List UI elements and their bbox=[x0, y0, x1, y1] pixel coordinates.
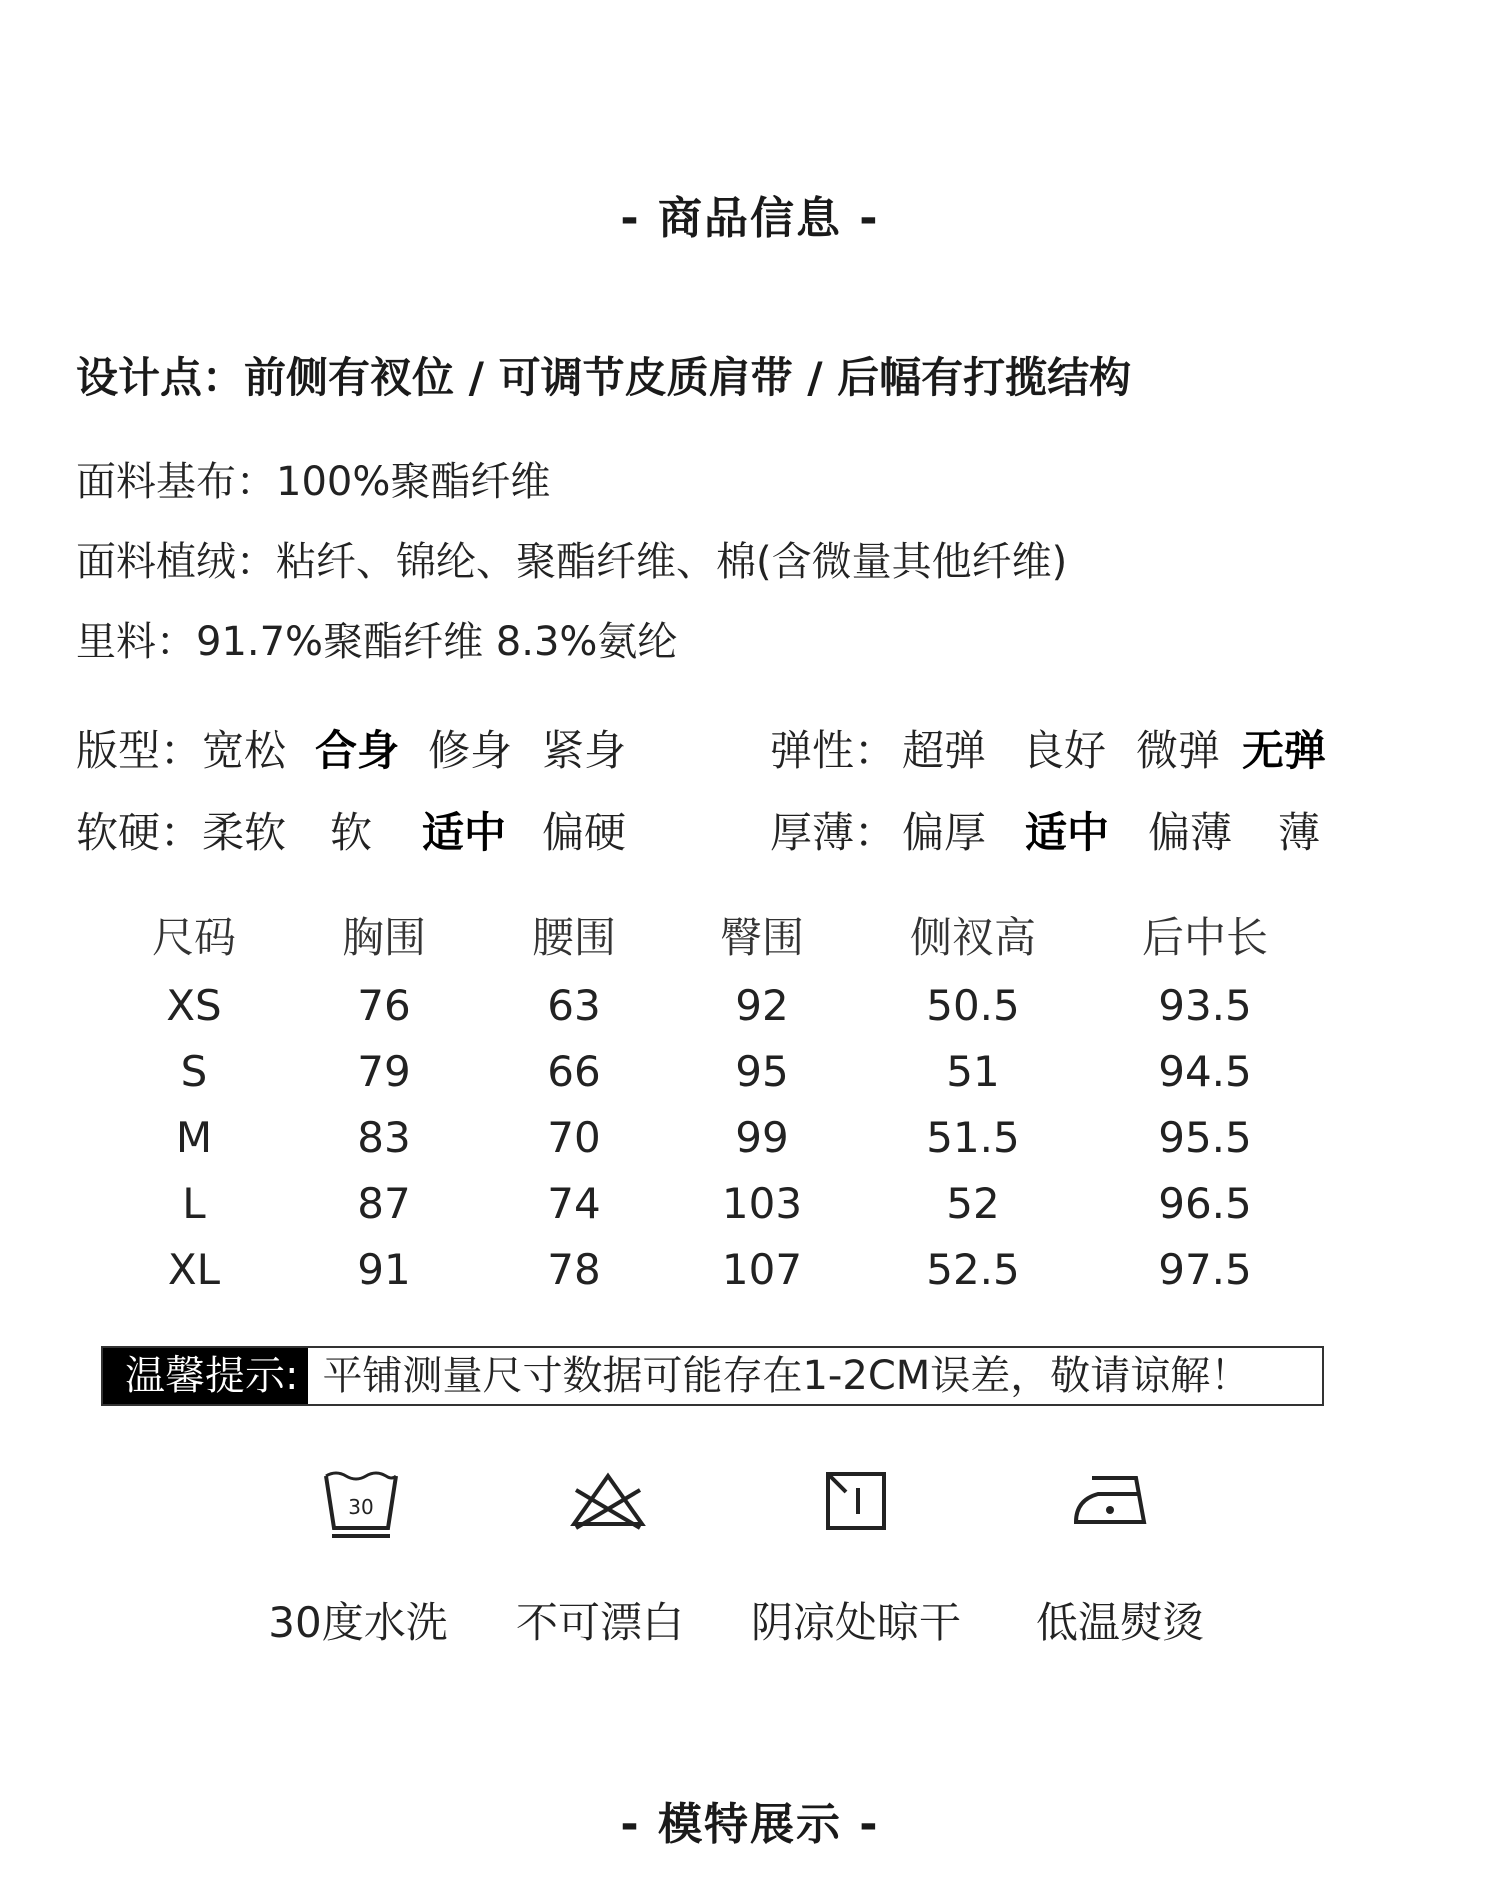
size-header-waist: 腰围 bbox=[531, 913, 617, 962]
care-label-shade-dry: 阴凉处晾干 bbox=[750, 1598, 962, 1647]
attr-option: 无弹 bbox=[1242, 726, 1327, 775]
tip-label: 温馨提示: bbox=[103, 1348, 308, 1404]
fabric-lining: 里料：91.7%聚酯纤维 8.3%氨纶 bbox=[76, 619, 678, 665]
table-cell: 95.5 bbox=[1158, 1113, 1252, 1162]
attr-option: 宽松 bbox=[202, 726, 287, 775]
table-cell: 83 bbox=[357, 1113, 411, 1162]
table-cell: 91 bbox=[357, 1245, 411, 1294]
table-cell: 87 bbox=[357, 1179, 411, 1228]
table-cell: XS bbox=[166, 981, 222, 1030]
wash-temp-text: 30 bbox=[348, 1495, 374, 1519]
table-cell: 95 bbox=[735, 1047, 789, 1096]
attr-option: 紧身 bbox=[542, 726, 627, 775]
table-cell: 96.5 bbox=[1158, 1179, 1252, 1228]
table-cell: 99 bbox=[735, 1113, 789, 1162]
care-label-wash: 30度水洗 bbox=[268, 1598, 448, 1647]
table-cell: 74 bbox=[547, 1179, 601, 1228]
fabric-flocking: 面料植绒：粘纤、锦纶、聚酯纤维、棉(含微量其他纤维) bbox=[76, 539, 1068, 585]
table-cell: 66 bbox=[547, 1047, 601, 1096]
table-cell: 78 bbox=[547, 1245, 601, 1294]
tip-text: 平铺测量尺寸数据可能存在1-2CM误差，敬请谅解！ bbox=[322, 1353, 1251, 1399]
attr-option: 适中 bbox=[422, 808, 507, 857]
table-cell: 103 bbox=[721, 1179, 803, 1228]
table-cell: 51.5 bbox=[926, 1113, 1020, 1162]
attr-option: 超弹 bbox=[902, 726, 987, 775]
table-cell: XL bbox=[167, 1245, 221, 1294]
size-header-slit-height: 侧衩高 bbox=[909, 913, 1037, 962]
attr-option: 软 bbox=[330, 808, 373, 857]
attr-option: 适中 bbox=[1025, 808, 1110, 857]
attr-option: 合身 bbox=[315, 726, 400, 775]
attr-label: 弹性： bbox=[770, 726, 897, 775]
size-header-hip: 臀围 bbox=[719, 913, 805, 962]
attr-option: 偏厚 bbox=[902, 808, 987, 857]
attr-option: 柔软 bbox=[202, 808, 287, 857]
attr-option: 偏硬 bbox=[542, 808, 627, 857]
table-cell: L bbox=[182, 1179, 206, 1228]
table-cell: 70 bbox=[547, 1113, 601, 1162]
table-cell: 63 bbox=[547, 981, 601, 1030]
table-cell: 107 bbox=[721, 1245, 803, 1294]
table-cell: 76 bbox=[357, 981, 411, 1030]
low-iron-icon bbox=[1070, 1470, 1150, 1530]
attr-label: 版型： bbox=[76, 726, 203, 775]
table-cell: 52 bbox=[946, 1179, 1000, 1228]
section-title-product-info: - 商品信息 - bbox=[620, 193, 880, 244]
table-cell: 52.5 bbox=[926, 1245, 1020, 1294]
wash-30-icon bbox=[322, 1470, 400, 1540]
size-header-chest: 胸围 bbox=[341, 913, 427, 962]
table-cell: 94.5 bbox=[1158, 1047, 1252, 1096]
no-bleach-icon bbox=[568, 1470, 648, 1530]
attr-label: 厚薄： bbox=[770, 808, 897, 857]
attr-option: 良好 bbox=[1022, 726, 1107, 775]
attr-option: 薄 bbox=[1278, 808, 1321, 857]
size-header-size: 尺码 bbox=[151, 913, 237, 962]
measurement-tip bbox=[101, 1346, 1324, 1406]
attr-label: 软硬： bbox=[76, 808, 203, 857]
size-header-back-length: 后中长 bbox=[1141, 913, 1269, 962]
care-label-low-iron: 低温熨烫 bbox=[1035, 1598, 1205, 1647]
attr-option: 修身 bbox=[428, 726, 513, 775]
table-cell: 93.5 bbox=[1158, 981, 1252, 1030]
table-cell: M bbox=[175, 1113, 213, 1162]
table-cell: 51 bbox=[946, 1047, 1000, 1096]
table-cell: 79 bbox=[357, 1047, 411, 1096]
attr-option: 微弹 bbox=[1136, 726, 1221, 775]
design-points: 设计点：前侧有衩位 / 可调节皮质肩带 / 后幅有打揽结构 bbox=[76, 353, 1132, 402]
care-label-no-bleach: 不可漂白 bbox=[515, 1598, 685, 1647]
section-title-model-show: - 模特展示 - bbox=[620, 1799, 880, 1850]
table-cell: S bbox=[180, 1047, 208, 1096]
fabric-base: 面料基布：100%聚酯纤维 bbox=[76, 459, 551, 505]
table-cell: 97.5 bbox=[1158, 1245, 1252, 1294]
shade-dry-icon bbox=[824, 1470, 888, 1532]
table-cell: 50.5 bbox=[926, 981, 1020, 1030]
attr-option: 偏薄 bbox=[1148, 808, 1233, 857]
table-cell: 92 bbox=[735, 981, 789, 1030]
